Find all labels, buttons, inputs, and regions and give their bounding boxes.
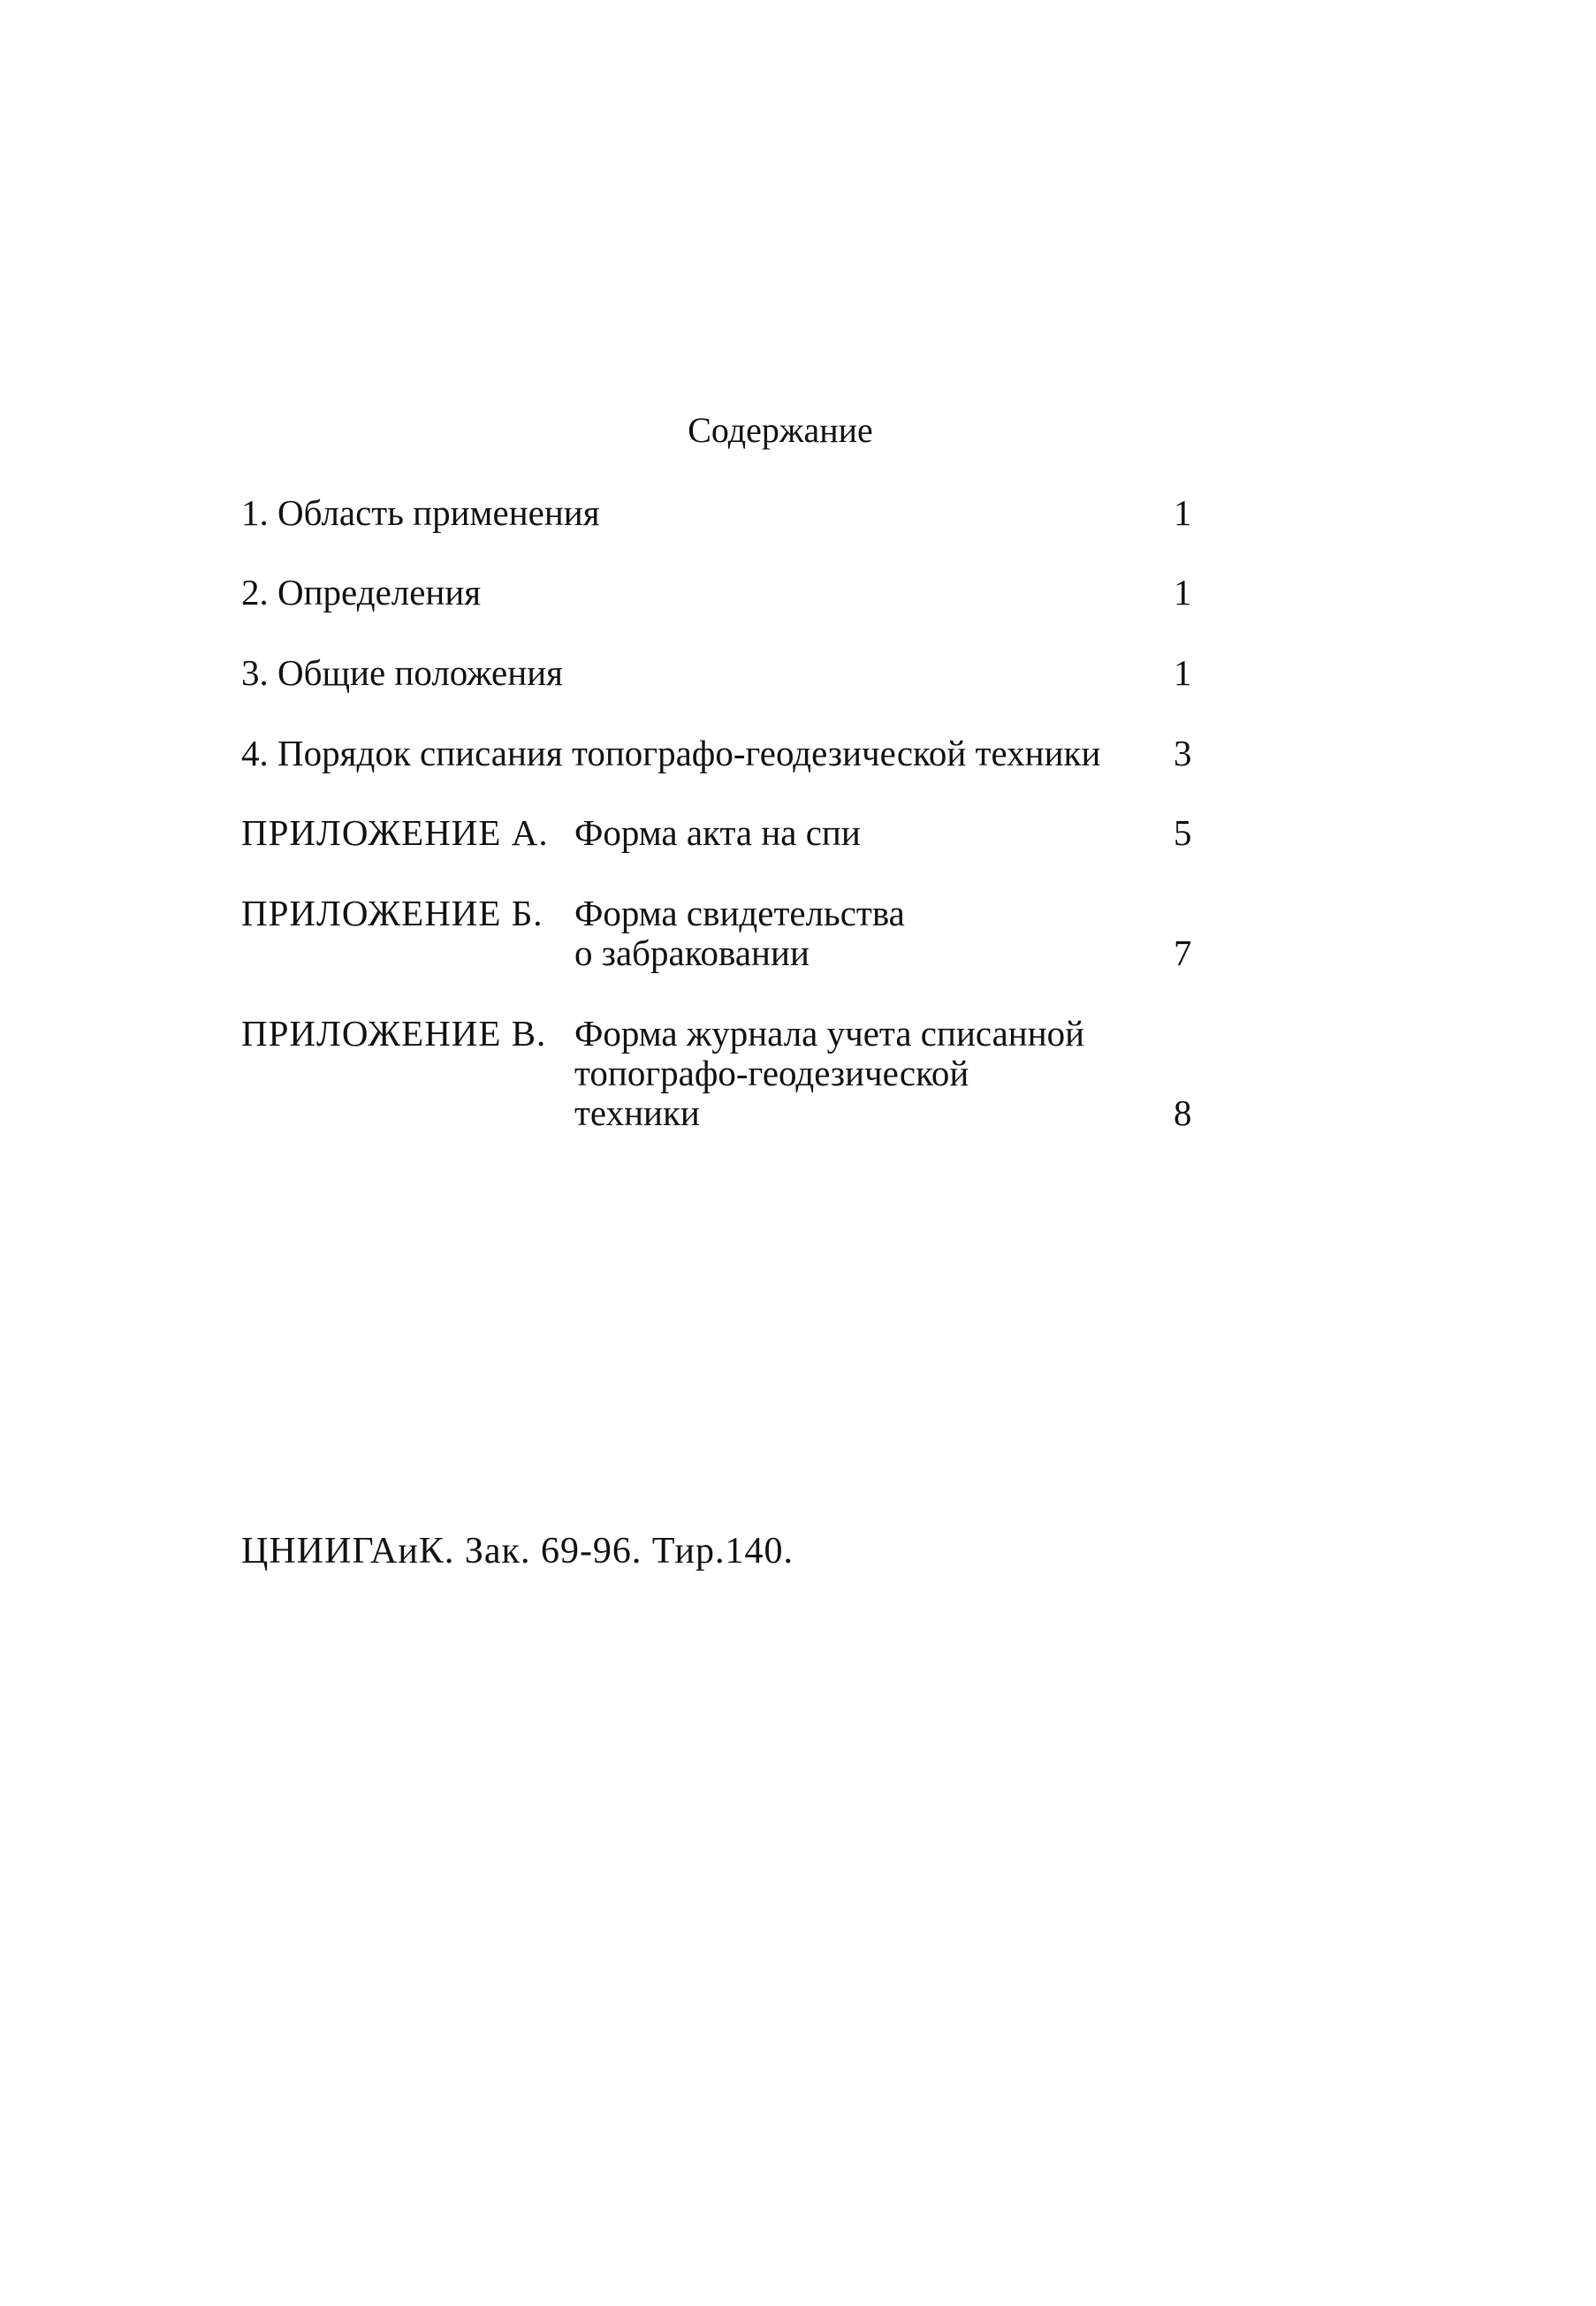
appendix-prefix: ПРИЛОЖЕНИЕ Б. <box>241 893 543 933</box>
appendix-prefix: ПРИЛОЖЕНИЕ В. <box>241 1013 547 1054</box>
appendix-title <box>574 894 905 973</box>
appendix-title-line: о забраковании <box>574 932 809 973</box>
appendix-title <box>574 1014 1084 1133</box>
appendix-title-line: Форма акта на спи <box>574 812 861 853</box>
toc-entry-page: 8 <box>1174 1092 1192 1133</box>
toc-entry-label: 4. Порядок списания топографо-геодезической техники <box>241 733 1101 773</box>
toc-entry-page: 1 <box>1174 572 1192 613</box>
toc-entry-label: 3. Общие положения <box>241 652 563 693</box>
print-imprint: ЦНИИГАиК. Зак. 69-96. Тир.140. <box>241 1531 794 1572</box>
toc-entry-page: 1 <box>1174 492 1192 533</box>
appendix-prefix: ПРИЛОЖЕНИЕ А. <box>241 812 549 853</box>
toc-entry-page: 1 <box>1174 652 1192 693</box>
appendix-title-line: Форма журнала учета списанной <box>574 1013 1085 1054</box>
appendix-title-line: техники <box>574 1092 700 1133</box>
toc-entry-page: 7 <box>1174 932 1192 973</box>
toc-entry-label: 2. Определения <box>241 572 482 613</box>
toc-title: Содержание <box>688 410 873 450</box>
toc-entry-page: 3 <box>1174 733 1192 773</box>
toc-entry-page: 5 <box>1174 812 1192 853</box>
appendix-title <box>574 813 861 853</box>
appendix-title-line: Форма свидетельства <box>574 893 905 933</box>
toc-entry-label: 1. Область применения <box>241 492 600 533</box>
appendix-title-line: топографо-геодезической <box>574 1053 969 1093</box>
